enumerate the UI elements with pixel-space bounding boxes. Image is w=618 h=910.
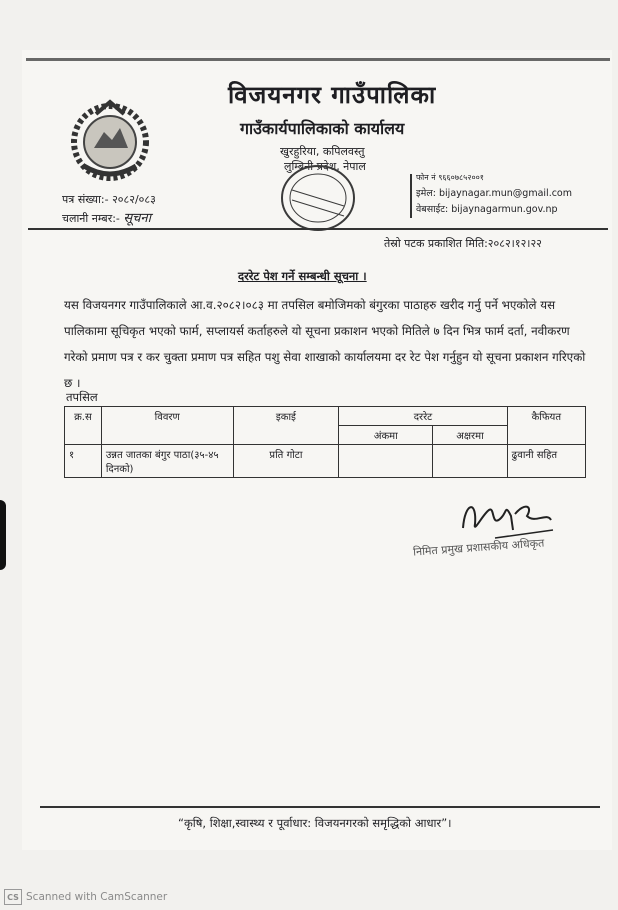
office-stamp-icon [278,160,360,238]
schedule-label: तपसिल [66,390,98,404]
website-link[interactable]: वेबसाईट: bijaynagarmun.gov.np [416,204,558,215]
dispatch-value: सूचना [123,211,152,226]
contact-divider [410,174,412,218]
signature-icon [455,494,565,544]
top-rule [26,58,610,61]
page-title: विजयनगर गाउँपालिका [228,81,437,109]
col-description: विवरण [101,407,233,445]
footer-divider [40,806,600,808]
camscanner-icon: CS [4,889,22,905]
phone-text: फोन नं ९६६०७८५२००१ [416,173,484,182]
cell-remarks: ढुवानी सहित [507,445,585,478]
col-in-words: अक्षरमा [433,426,507,445]
header-divider [28,228,608,230]
scan-edge-shadow [0,500,6,570]
address-line-1: खुरहुरिया, कपिलवस्तु [280,145,365,158]
table-row [65,445,586,478]
notice-heading: दररेट पेश गर्ने सम्बन्धी सूचना । [238,269,367,283]
cell-description: उन्नत जातका बंगुर पाठा(३५-४५ दिनको) [101,445,233,478]
dispatch-number [62,209,156,228]
reference-block [62,190,156,228]
schedule-table [64,406,586,478]
letter-number: पत्र संख्या:- २०८२/०८३ [62,193,156,206]
col-rate: दररेट [339,407,507,426]
col-in-figures: अंकमा [339,426,433,445]
cell-unit: प्रति गोटा [233,445,339,478]
signatory-title: निमित प्रमुख प्रशासकीय अधिकृत [412,536,545,559]
col-sn: क्र.स [65,407,102,445]
office-subtitle: गाउँकार्यपालिकाको कार्यालय [240,119,405,138]
scanner-watermark [4,889,167,905]
footer-motto: “कृषि, शिक्षा,स्वास्थ्य र पूर्वाधार: विजयनगरको समृद्धिको आधार”। [178,816,452,830]
email-link[interactable]: इमेल: bijaynagar.mun@gmail.com [416,188,572,199]
col-remarks: कैफियत [507,407,585,445]
dispatch-label: चलानी नम्बर:- [62,212,120,225]
watermark-text: Scanned with CamScanner [26,891,168,903]
publication-date: तेस्रो पटक प्रकाशित मिति:२०८२।१२।२२ [384,237,542,250]
address-line-2: लुम्बिनी प्रदेश, नेपाल [284,160,366,173]
nepal-emblem-icon [66,96,154,182]
contact-info [416,170,572,218]
cell-in-figures [339,445,433,478]
cell-in-words [433,445,507,478]
col-unit: इकाई [233,407,339,445]
table-header-row [65,407,586,426]
cell-sn: १ [65,445,102,478]
notice-body: यस विजयनगर गाउँपालिकाले आ.व.२०८२।०८३ मा तपसिल बमोजिमको बंगुरका पाठाहरु खरीद गर्नु पर्ने भएकोले यस पालिकामा सूचिकृत भएको फार्म, सप्लायर्स कर्ताहरुले यो सूचना प्रकाशन भएको मितिले ७ दिन भित्र फार्म दर्ता, नवीकरण गरेको प्रमाण पत्र र कर चुक्ता प्रमाण पत्र सहित पशु सेवा शाखाको कार्यालयमा दर रेट पेश गर्नुहुन यो सूचना प्रकाशन गरिएको छ । [64,298,586,390]
